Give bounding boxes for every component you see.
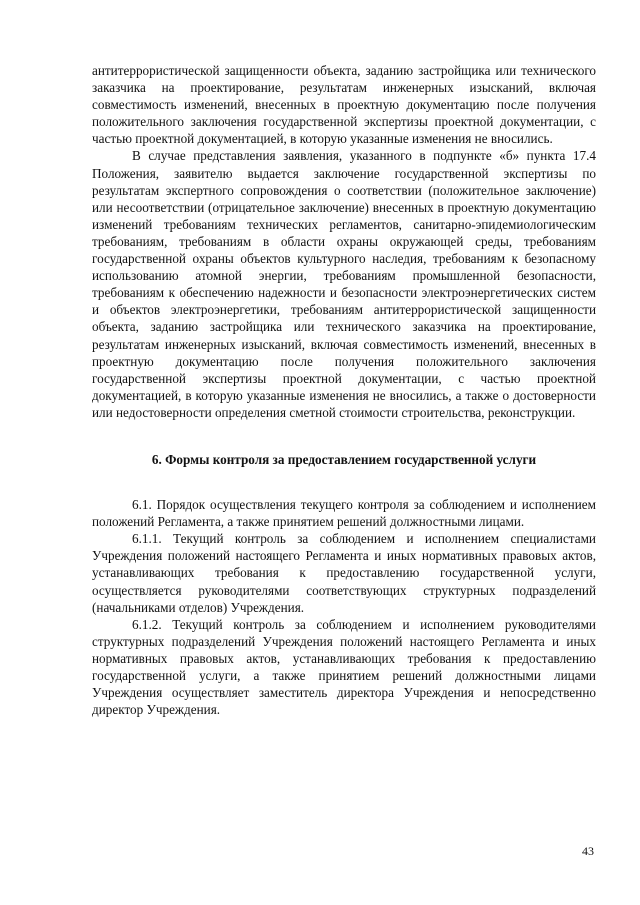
paragraph-6-1-1: 6.1.1. Текущий контроль за соблюдением и исполнением специалистами Учреждения положений настоящего Регламента и иных нормативных правовых актов, устанавливающих требования к предоставлению государственной услуги, осуществляется руководителями соответствующих структурных подразделений (начальниками отделов) Учреждения. bbox=[92, 531, 596, 615]
section-heading: 6. Формы контроля за предоставлением государственной услуги bbox=[151, 451, 537, 467]
page-content bbox=[92, 62, 596, 718]
paragraph-conclusion-issuance: В случае представления заявления, указанного в подпункте «б» пункта 17.4 Положения, заявителю выдается заключение государственной экспертизы по результатам экспертного сопровождения о соответствии (положительное заключение) или несоответствии (отрицательное заключение) внесенных в проектную документацию изменений требованиям технических регламентов, санитарно-эпидемиологическим требованиям, требованиям в области охраны окружающей среды, требованиям государственной охраны объектов культурного наследия, требованиям к безопасному использованию атомной энергии, требованиям промышленной безопасности, требованиям к обеспечению надежности и безопасности электроэнергетических систем и объектов электроэнергетики, требованиям антитеррористической защищенности объекта, заданию застройщика или технического заказчика на проектирование, результатам инженерных изысканий, включая совместимость изменений, внесенных в проектную документацию после получения положительного заключения государственной экспертизы проектной документации, с частью проектной документацией, в которую указанные изменения не вносились, а также о достоверности или недостоверности определения сметной стоимости строительства, реконструкции. bbox=[92, 148, 596, 420]
page-number: 43 bbox=[582, 844, 594, 858]
paragraph-6-1: 6.1. Порядок осуществления текущего контроля за соблюдением и исполнением положений Регламента, а также принятием решений должностными лицами. bbox=[92, 497, 596, 530]
paragraph-6-1-2: 6.1.2. Текущий контроль за соблюдением и исполнением руководителями структурных подразделений Учреждения положений настоящего Регламента и иных нормативных правовых актов, устанавливающих требования к предоставлению государственной услуги, а также принятием решений должностными лицами Учреждения осуществляет заместитель директора Учреждения и непосредственно директор Учреждения. bbox=[92, 616, 596, 718]
paragraph-continuation: антитеррористической защищенности объекта, заданию застройщика или технического заказчика на проектирование, результатам инженерных изысканий, включая совместимость изменений, внесенных в проектную документацию после получения положительного заключения государственной экспертизы проектной документации, с частью проектной документацией, в которую указанные изменения не вносились. bbox=[92, 63, 596, 147]
